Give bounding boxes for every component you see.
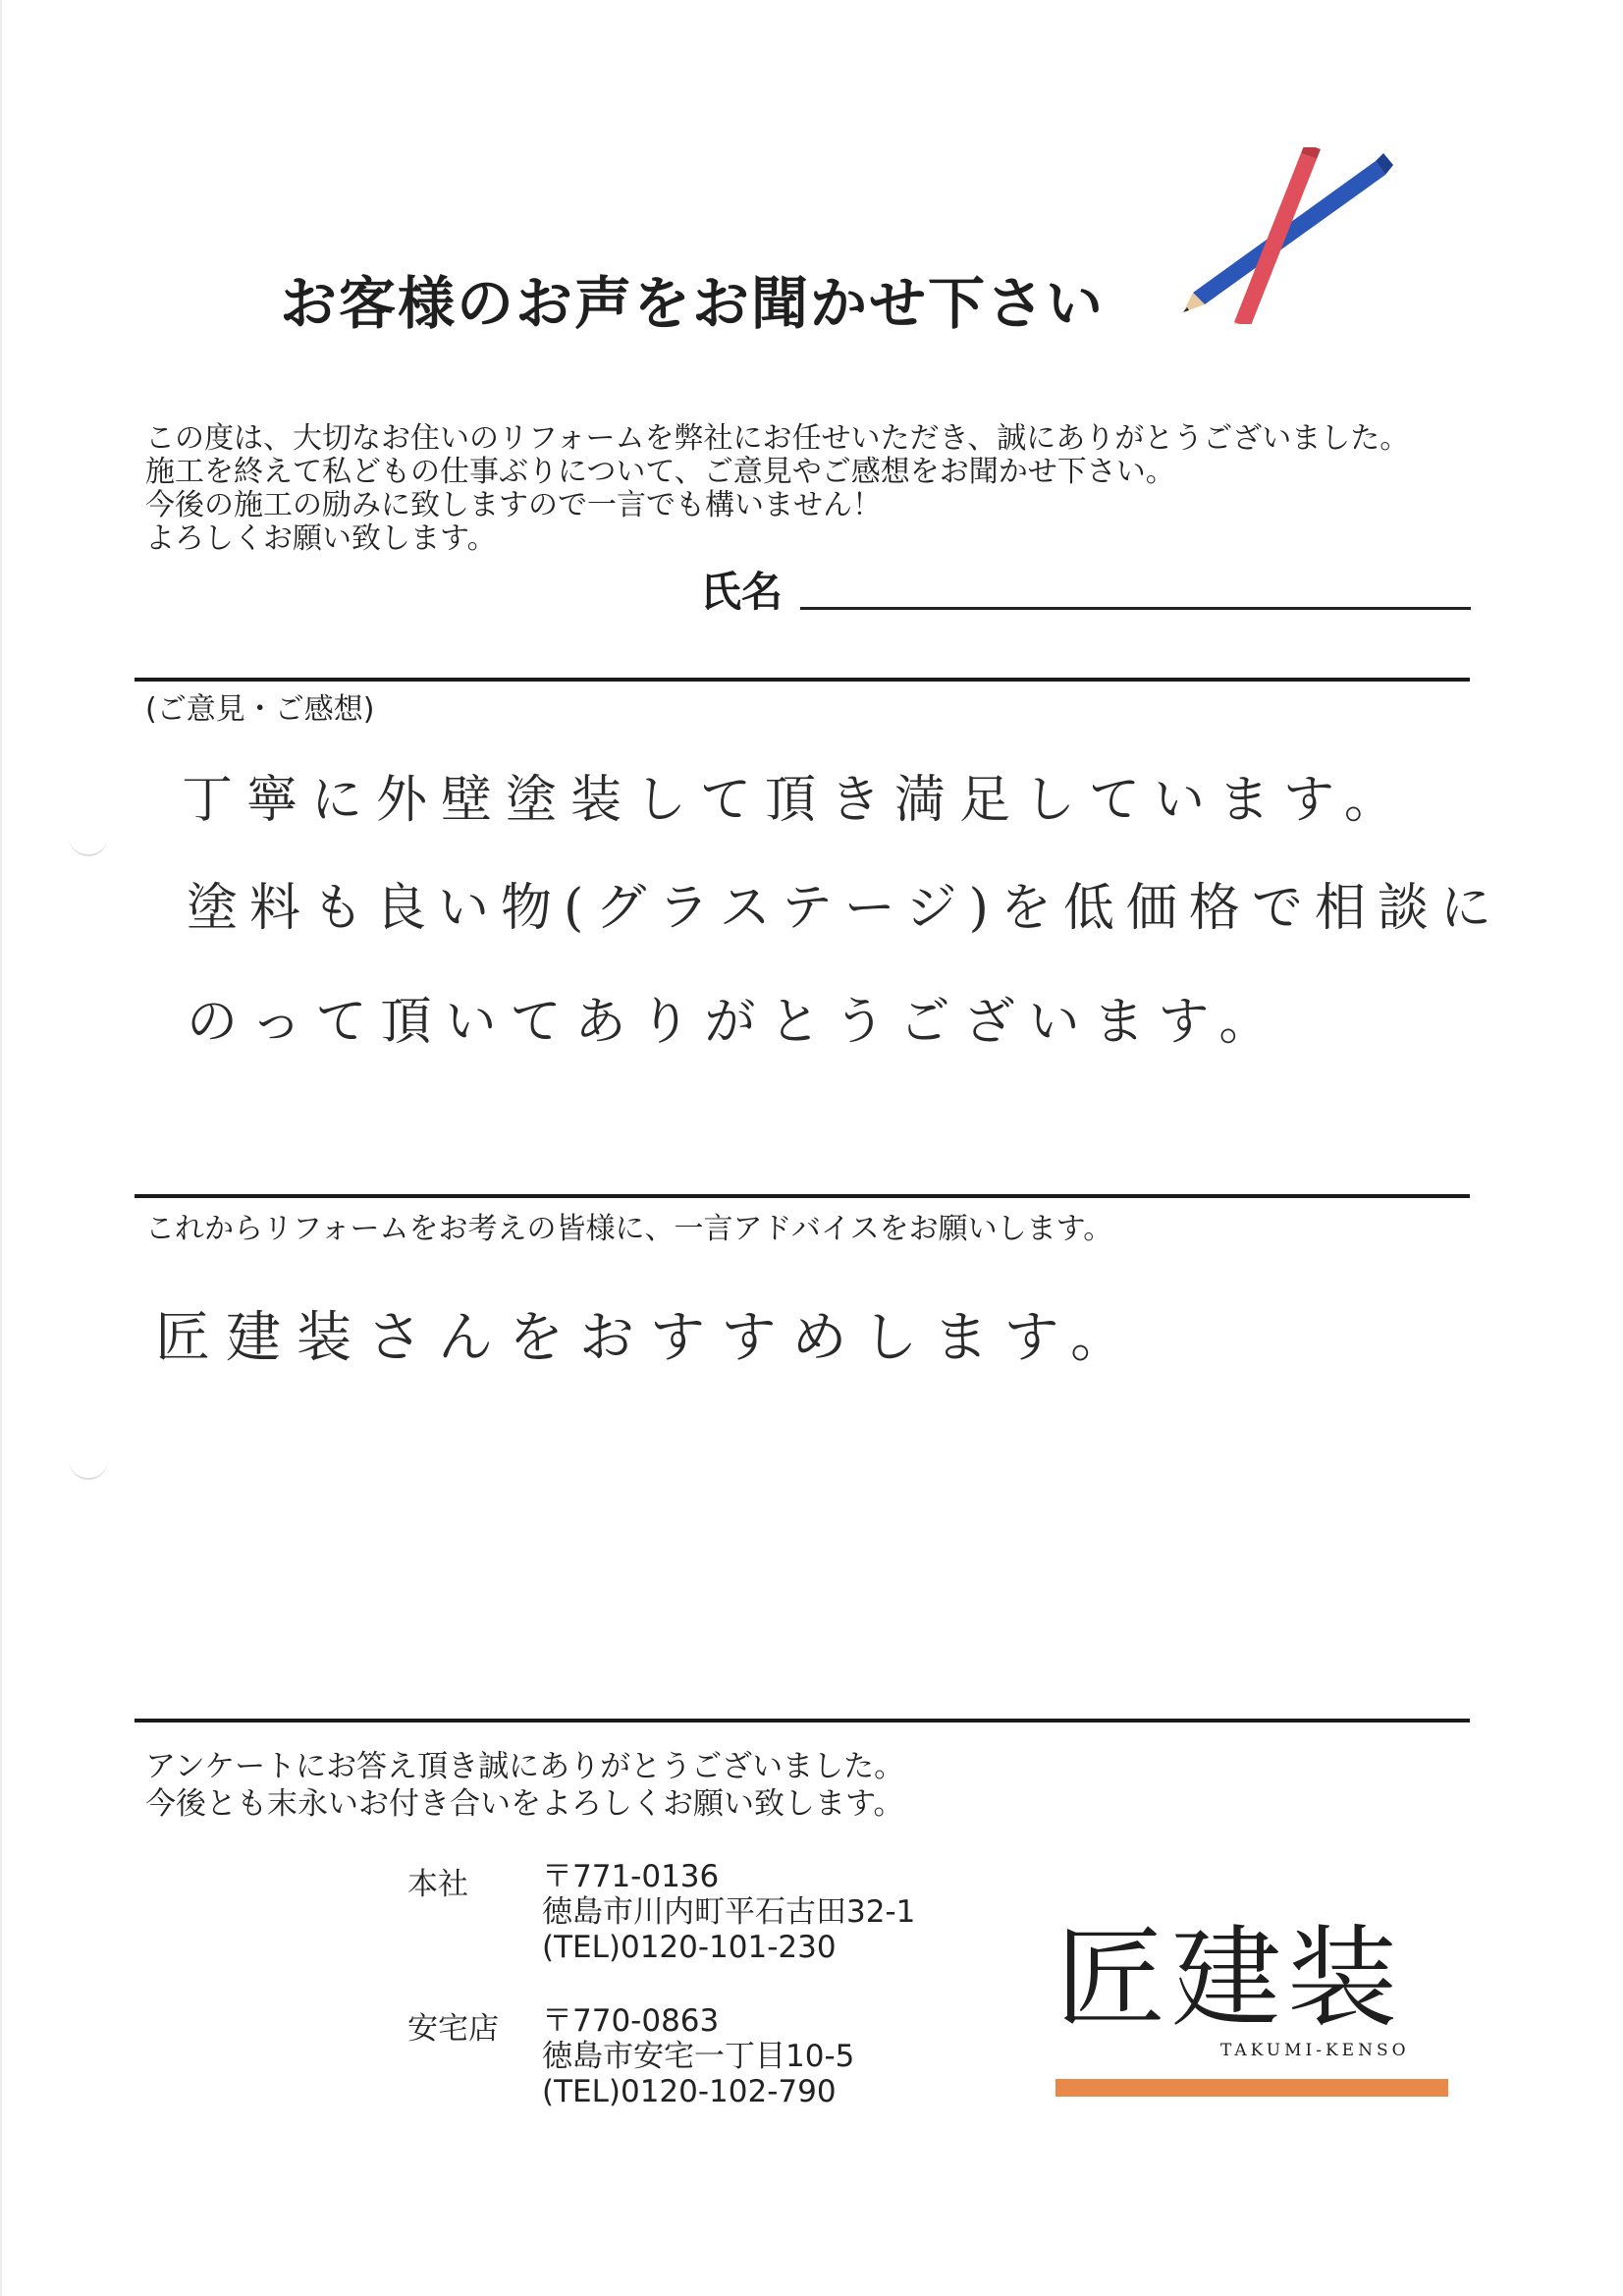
intro-line: よろしくお願い致します。 <box>145 521 497 556</box>
blue-pencil-icon <box>1183 153 1393 312</box>
company-logo <box>1055 1915 1448 2102</box>
name-label: 氏名 <box>700 568 784 616</box>
logo-wordmark: 匠建装 <box>1055 1915 1403 2043</box>
feedback-handwriting-line: のって頂いてありがとうございます。 <box>187 993 1284 1052</box>
office-label: 本社 <box>407 1867 468 1902</box>
office-postal: 〒770-0863 <box>542 2003 720 2039</box>
red-pencil-icon <box>1234 147 1321 324</box>
logo-accent-bar <box>1055 2079 1448 2097</box>
name-field[interactable] <box>700 560 1471 619</box>
office-address: 徳島市安宅一丁目10-5 <box>542 2039 855 2074</box>
intro-text <box>145 422 1500 556</box>
office-label: 安宅店 <box>407 2011 499 2047</box>
intro-line: 今後の施工の励みに致しますので一言でも構いません！ <box>145 488 882 522</box>
form-title: お客様のお声をお聞かせ下さい <box>280 270 1106 337</box>
advice-handwriting: 匠建装さんをおすすめします。 <box>155 1306 1142 1370</box>
office-tel: (TEL)0120-102-790 <box>542 2074 837 2109</box>
logo-roman-text: TAKUMI-KENSO <box>1220 2041 1410 2060</box>
office-tel: (TEL)0120-101-230 <box>542 1930 837 1965</box>
office-postal: 〒771-0136 <box>542 1859 720 1894</box>
thanks-line: アンケートにお答え頂き誠にありがとうございました。 <box>145 1749 905 1784</box>
intro-line: この度は、大切なお住いのリフォームを弊社にお任せいただき、誠にありがとうございました。 <box>145 421 1410 456</box>
thanks-line: 今後とも末永いお付き合いをよろしくお願い致します。 <box>145 1786 904 1822</box>
section-divider <box>135 1719 1470 1722</box>
crossed-pencils-icon <box>1183 147 1399 324</box>
feedback-section-label: (ご意見・ご感想) <box>145 692 375 727</box>
intro-line: 施工を終えて私どもの仕事ぶりについて、ご意見やご感想をお聞かせ下さい。 <box>145 455 1175 489</box>
section-divider <box>135 678 1470 682</box>
name-underline[interactable] <box>800 607 1471 610</box>
section-divider <box>135 1194 1470 1198</box>
thanks-message <box>145 1748 904 1823</box>
advice-section-label: これからリフォームをお考えの皆様に、一言アドバイスをお願いします。 <box>145 1212 1113 1246</box>
feedback-handwriting-line: 丁寧に外壁塗装して頂き満足しています。 <box>182 771 1409 830</box>
office-address: 徳島市川内町平石古田32-1 <box>542 1894 916 1930</box>
feedback-handwriting-line: 塗料も良い物(グラステージ)を低価格で相談に <box>187 879 1503 938</box>
